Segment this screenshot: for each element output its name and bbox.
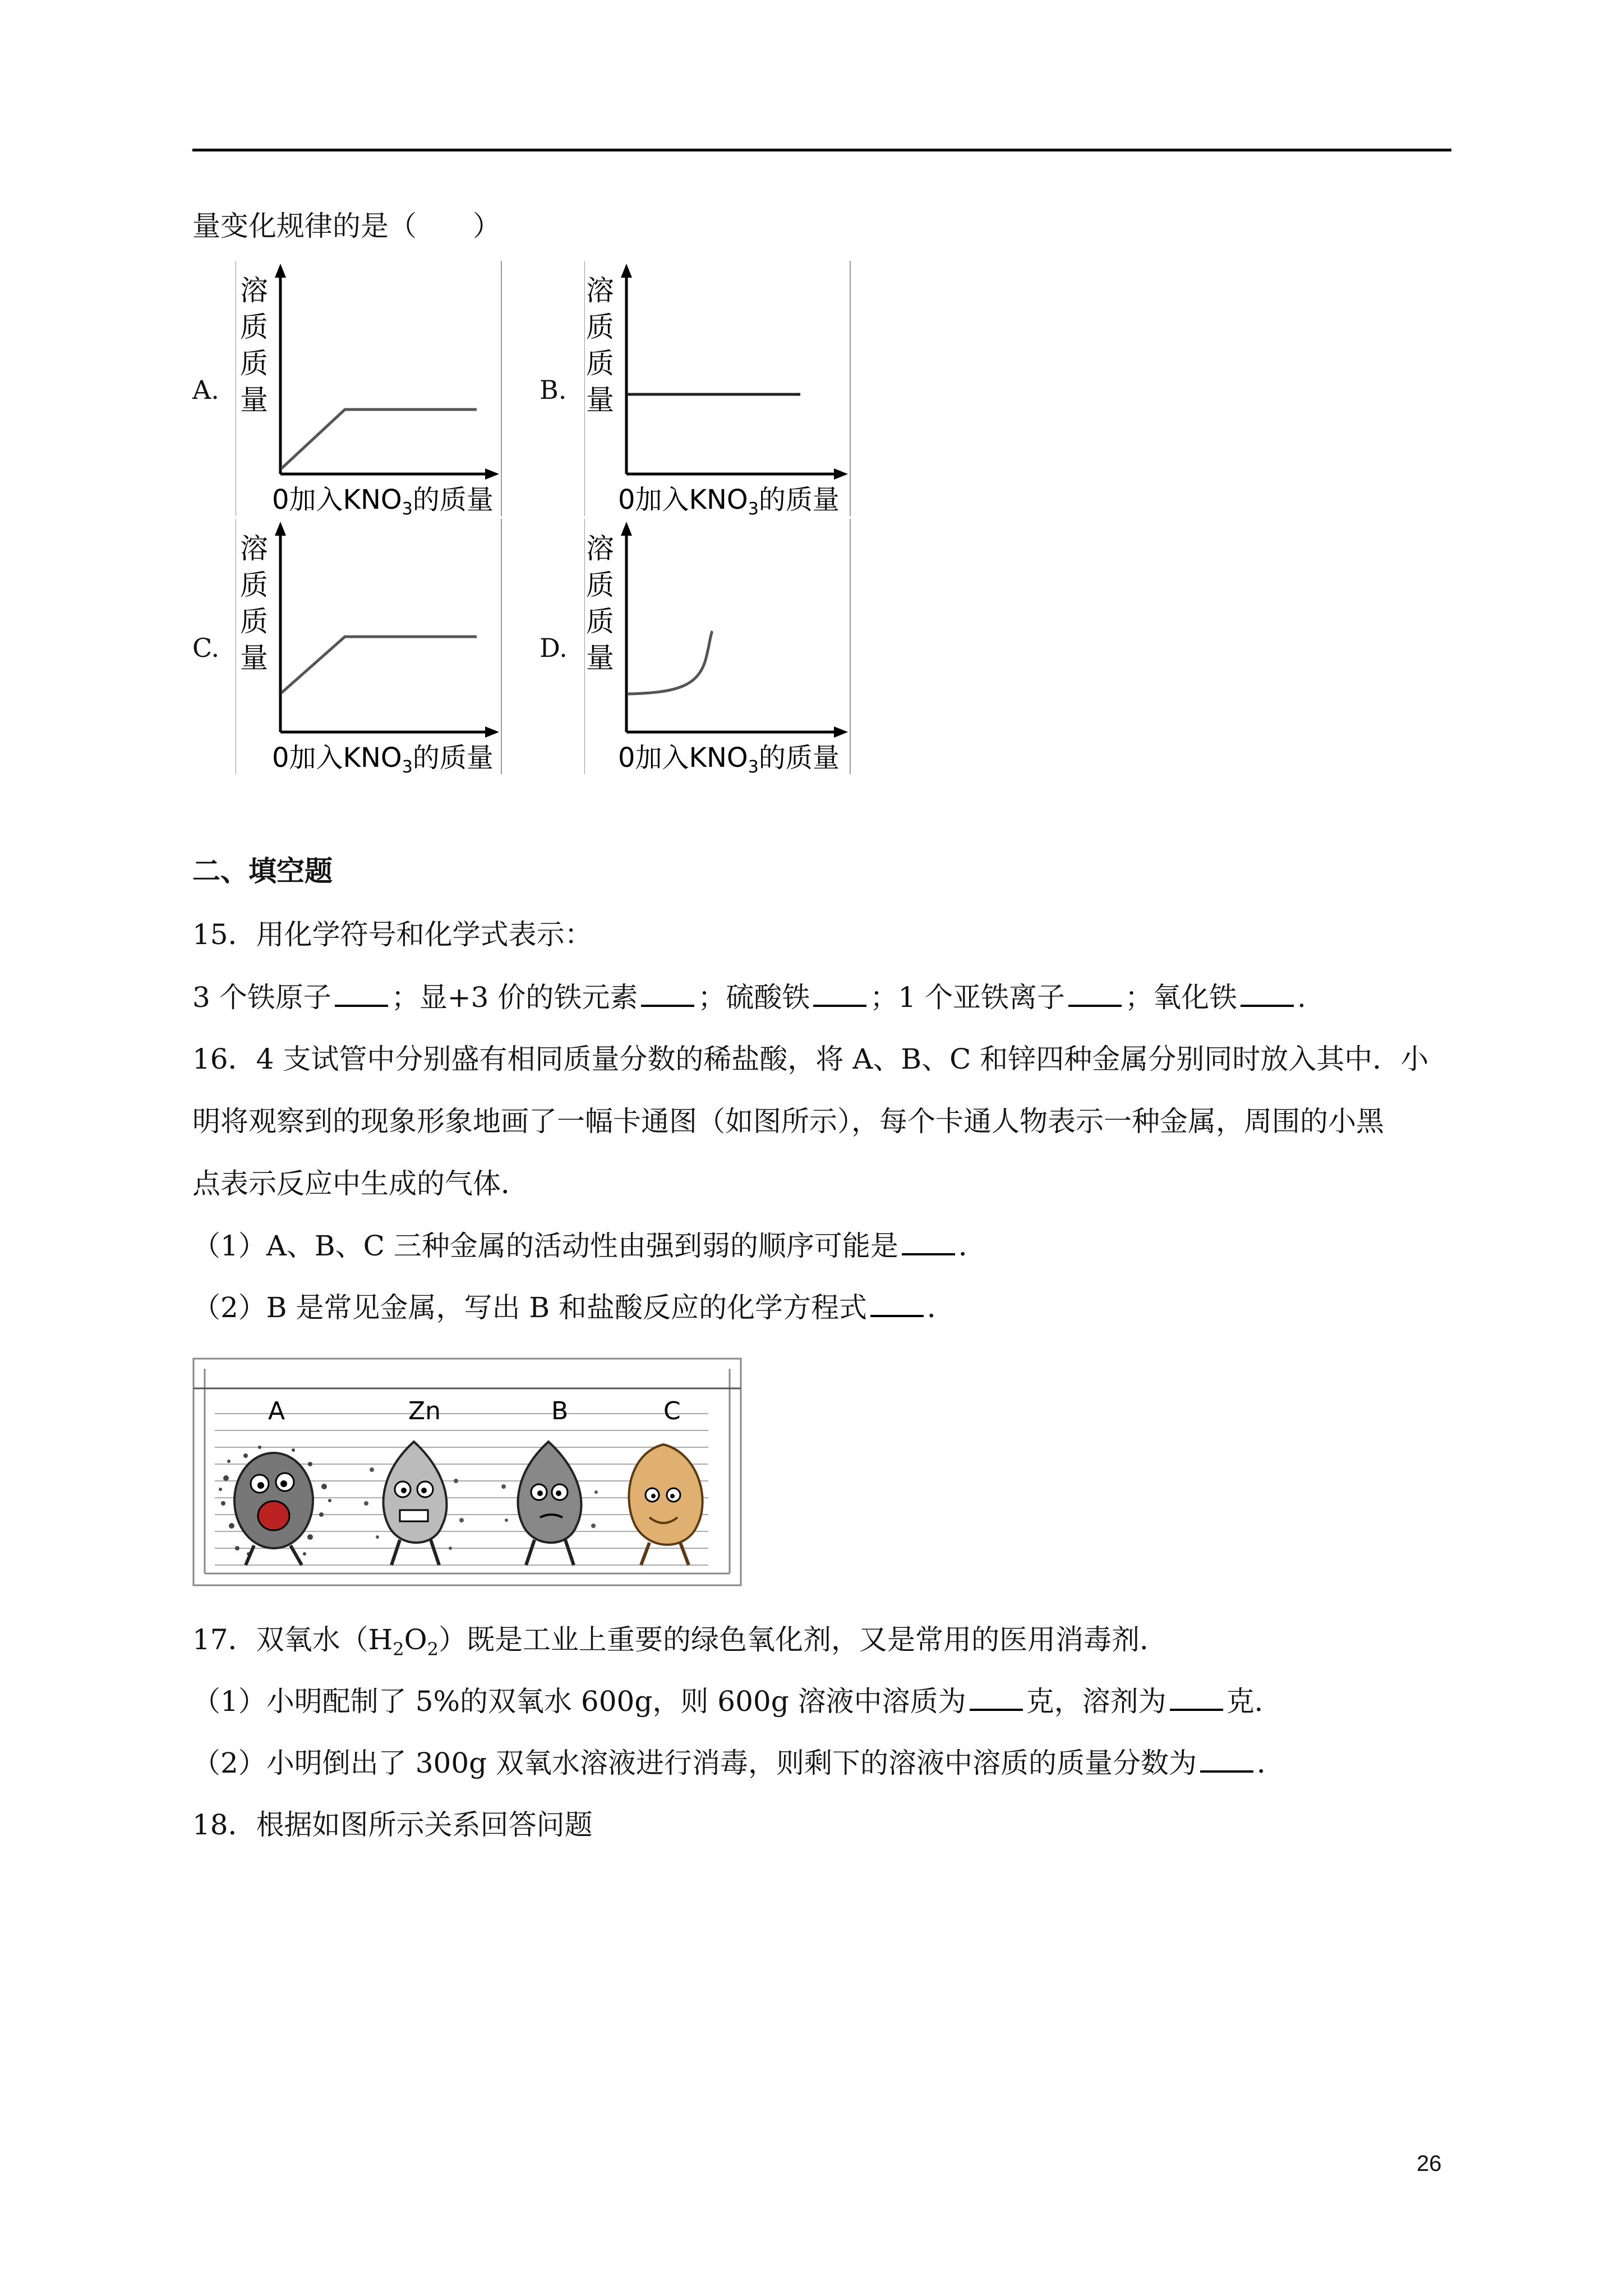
x-label-pre: 加入KNO xyxy=(289,484,402,516)
y-label-2: 质 xyxy=(586,311,614,343)
q17-s2-end: ． xyxy=(1257,1747,1285,1779)
x-label-sub: 3 xyxy=(402,499,413,516)
q17-s2: （2）小明倒出了 300g 双氧水溶液进行消毒，则剩下的溶液中溶质的质量分数为 xyxy=(192,1747,1197,1779)
y-label-4: 量 xyxy=(586,642,614,674)
x-label-post: 的质量 xyxy=(758,742,840,774)
y-label: 溶 xyxy=(586,532,614,565)
q16-sub-2-end: ． xyxy=(926,1291,955,1324)
q16-sub-1-text: （1）A、B、C 三种金属的活动性由强到弱的顺序可能是 xyxy=(192,1230,898,1262)
q16-sub-1-end: ． xyxy=(958,1230,986,1262)
answer-blank[interactable] xyxy=(641,980,694,1007)
q17-stem-mid: O xyxy=(404,1623,427,1656)
x-label-zero: 0 xyxy=(618,484,635,516)
q15-part-5: ；氧化铁 xyxy=(1125,981,1238,1014)
metal-label-zn: Zn xyxy=(408,1397,441,1425)
answer-blank[interactable] xyxy=(970,1684,1023,1711)
metal-label-b: B xyxy=(551,1397,569,1425)
answer-blank[interactable] xyxy=(870,1290,924,1317)
answer-blank[interactable] xyxy=(1068,980,1122,1007)
q17-s1-b: 克，溶剂为 xyxy=(1026,1685,1166,1718)
option-a-label: A. xyxy=(192,375,219,405)
y-label-2: 质 xyxy=(240,311,268,343)
q15-part-4: ；1 个亚铁离子 xyxy=(870,981,1066,1014)
y-label-3: 质 xyxy=(586,347,614,380)
q16-sub-1 xyxy=(192,1227,986,1264)
q17-sub-2: 2 xyxy=(427,1639,439,1660)
page-number: 26 xyxy=(1417,2151,1442,2176)
svg-text:0加入KNO3的质量 xyxy=(618,484,840,516)
q17-stem-post: ）既是工业上重要的绿色氧化剂，又是常用的医用消毒剂． xyxy=(438,1623,1168,1656)
q18-stem: 18．根据如图所示关系回答问题 xyxy=(192,1809,593,1841)
x-label-sub: 3 xyxy=(748,757,759,774)
answer-blank[interactable] xyxy=(902,1228,955,1255)
graph-b xyxy=(584,261,851,516)
header-rule xyxy=(192,149,1451,151)
metal-label-c: C xyxy=(663,1397,681,1425)
q15-part-2: ；显+3 价的铁元素 xyxy=(391,981,638,1014)
x-label-zero: 0 xyxy=(618,742,635,774)
x-label-sub: 3 xyxy=(402,757,413,774)
q17-s1-c: 克． xyxy=(1226,1685,1283,1718)
x-label-pre: 加入KNO xyxy=(635,742,748,774)
answer-blank[interactable] xyxy=(335,980,388,1007)
x-label-post: 的质量 xyxy=(412,484,494,516)
y-label: 溶 xyxy=(240,274,268,307)
q17-sub-1: 2 xyxy=(393,1639,404,1660)
option-b-label: B. xyxy=(540,375,567,405)
q16-sub-2-text: （2）B 是常见金属，写出 B 和盐酸反应的化学方程式 xyxy=(192,1291,867,1324)
x-label-zero: 0 xyxy=(272,484,289,516)
x-label-post: 的质量 xyxy=(758,484,840,516)
option-c-label: C. xyxy=(192,633,220,663)
graph-c xyxy=(236,519,502,774)
answer-blank[interactable] xyxy=(813,980,866,1007)
answer-blank[interactable] xyxy=(1170,1684,1223,1711)
y-label-2: 质 xyxy=(240,569,268,601)
y-label-4: 量 xyxy=(240,642,268,674)
metal-label-a: A xyxy=(268,1397,285,1425)
option-d-label: D. xyxy=(540,633,568,663)
q15-end: . xyxy=(1297,981,1306,1014)
q16-line-3: 点表示反应中生成的气体． xyxy=(192,1167,529,1200)
answer-blank[interactable] xyxy=(1241,980,1294,1007)
answer-blank[interactable] xyxy=(1200,1746,1253,1773)
q16-line-2: 明将观察到的现象形象地画了一幅卡通图（如图所示），每个卡通人物表示一种金属，周围的小黑 xyxy=(192,1105,1384,1138)
x-label-post: 的质量 xyxy=(412,742,494,774)
q14-tail: 量变化规律的是（ ） xyxy=(192,210,501,242)
y-label: 溶 xyxy=(586,274,614,307)
svg-text:0加入KNO3的质量 xyxy=(272,742,494,774)
y-label-4: 量 xyxy=(586,384,614,416)
x-label-pre: 加入KNO xyxy=(289,742,402,774)
y-label-3: 质 xyxy=(586,605,614,638)
q15-parts xyxy=(192,979,1306,1016)
q16-sub-2 xyxy=(192,1289,955,1326)
x-label-pre: 加入KNO xyxy=(635,484,748,516)
y-label: 溶 xyxy=(240,532,268,565)
y-label-3: 质 xyxy=(240,347,268,380)
beaker-illustration xyxy=(192,1358,742,1586)
q15-stem: 15．用化学符号和化学式表示： xyxy=(192,918,593,951)
y-label-4: 量 xyxy=(240,384,268,416)
q16-line-1: 16．4 支试管中分别盛有相同质量分数的稀盐酸，将 A、B、C 和锌四种金属分别同时放入其中．小 xyxy=(192,1043,1429,1075)
q17-stem xyxy=(192,1621,1168,1668)
graph-a xyxy=(236,261,502,516)
y-label-3: 质 xyxy=(240,605,268,638)
q15-part-3: ；硫酸铁 xyxy=(698,981,810,1014)
q17-sub-2-line xyxy=(192,1745,1285,1782)
q17-sub-1-line xyxy=(192,1683,1283,1720)
q17-stem-pre: 17．双氧水（H xyxy=(192,1623,393,1656)
graph-d xyxy=(584,519,851,774)
x-label-sub: 3 xyxy=(748,499,759,516)
section-title: 二、填空题 xyxy=(192,855,333,887)
svg-text:0加入KNO3的质量 xyxy=(272,484,494,516)
y-label-2: 质 xyxy=(586,569,614,601)
q17-s1-a: （1）小明配制了 5%的双氧水 600g，则 600g 溶液中溶质为 xyxy=(192,1685,966,1718)
svg-text:0加入KNO3的质量 xyxy=(618,742,840,774)
x-label-zero: 0 xyxy=(272,742,289,774)
q15-part-1: 3 个铁原子 xyxy=(192,981,331,1014)
